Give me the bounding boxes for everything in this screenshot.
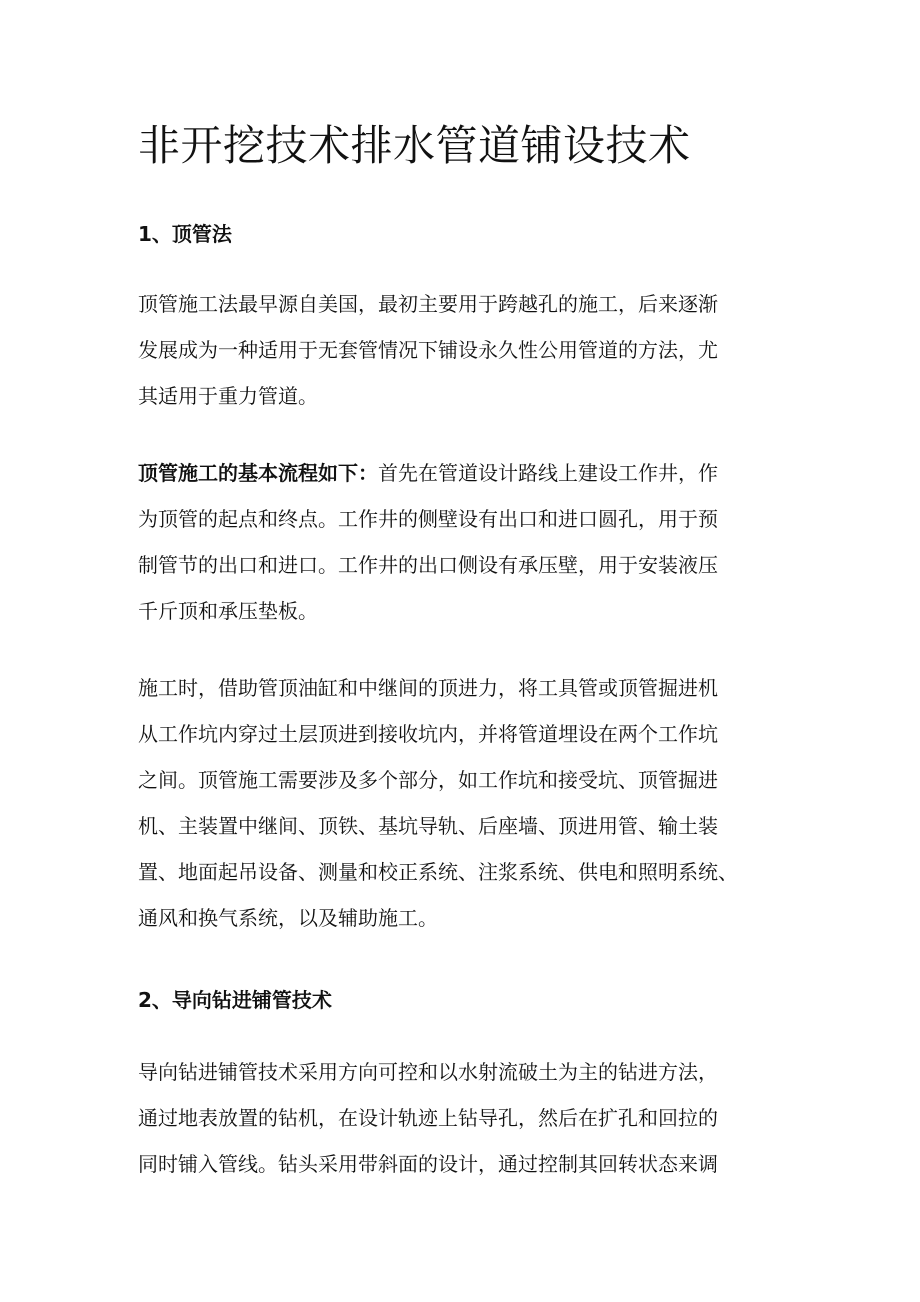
text-line: [138, 450, 798, 496]
text-line: 千斤顶和承压垫板。: [138, 599, 318, 623]
text-run: 首先在管道设计路线上建设工作井，作: [378, 461, 718, 485]
paragraph-1-3: [138, 665, 798, 941]
text-line: 同时铺入管线。钻头采用带斜面的设计，通过控制其回转状态来调: [138, 1152, 718, 1176]
paragraph-lead: 顶管施工的基本流程如下：: [138, 461, 378, 485]
text-line: 之间。顶管施工需要涉及多个部分，如工作坑和接受坑、顶管掘进: [138, 768, 718, 792]
text-line: 为顶管的起点和终点。工作井的侧壁设有出口和进口圆孔，用于预: [138, 507, 718, 531]
section-heading-2: 2、导向钻进铺管技术: [138, 988, 332, 1012]
text-line: 通风和换气系统，以及辅助施工。: [138, 906, 438, 930]
text-line: 制管节的出口和进口。工作井的出口侧设有承压壁，用于安装液压: [138, 553, 718, 577]
text-line: 导向钻进铺管技术采用方向可控和以水射流破土为主的钻进方法，: [138, 1060, 718, 1084]
paragraph-1-2: [138, 450, 798, 634]
section-heading-1: 1、顶管法: [138, 222, 232, 246]
text-line: 顶管施工法最早源自美国，最初主要用于跨越孔的施工，后来逐渐: [138, 292, 718, 316]
text-line: 施工时，借助管顶油缸和中继间的顶进力，将工具管或顶管掘进机: [138, 676, 718, 700]
text-line: 置、地面起吊设备、测量和校正系统、注浆系统、供电和照明系统、: [138, 860, 738, 884]
text-line: 从工作坑内穿过土层顶进到接收坑内，并将管道埋设在两个工作坑: [138, 722, 718, 746]
paragraph-2-1: [138, 1049, 798, 1187]
text-line: 机、主装置中继间、顶铁、基坑导轨、后座墙、顶进用管、输土装: [138, 814, 718, 838]
text-line: 发展成为一种适用于无套管情况下铺设永久性公用管道的方法，尤: [138, 338, 718, 362]
paragraph-1-1: [138, 281, 798, 419]
document-title: 非开挖技术排水管道铺设技术: [138, 121, 691, 170]
text-line: 通过地表放置的钻机，在设计轨迹上钻导孔，然后在扩孔和回拉的: [138, 1106, 718, 1130]
text-line: 其适用于重力管道。: [138, 384, 318, 408]
